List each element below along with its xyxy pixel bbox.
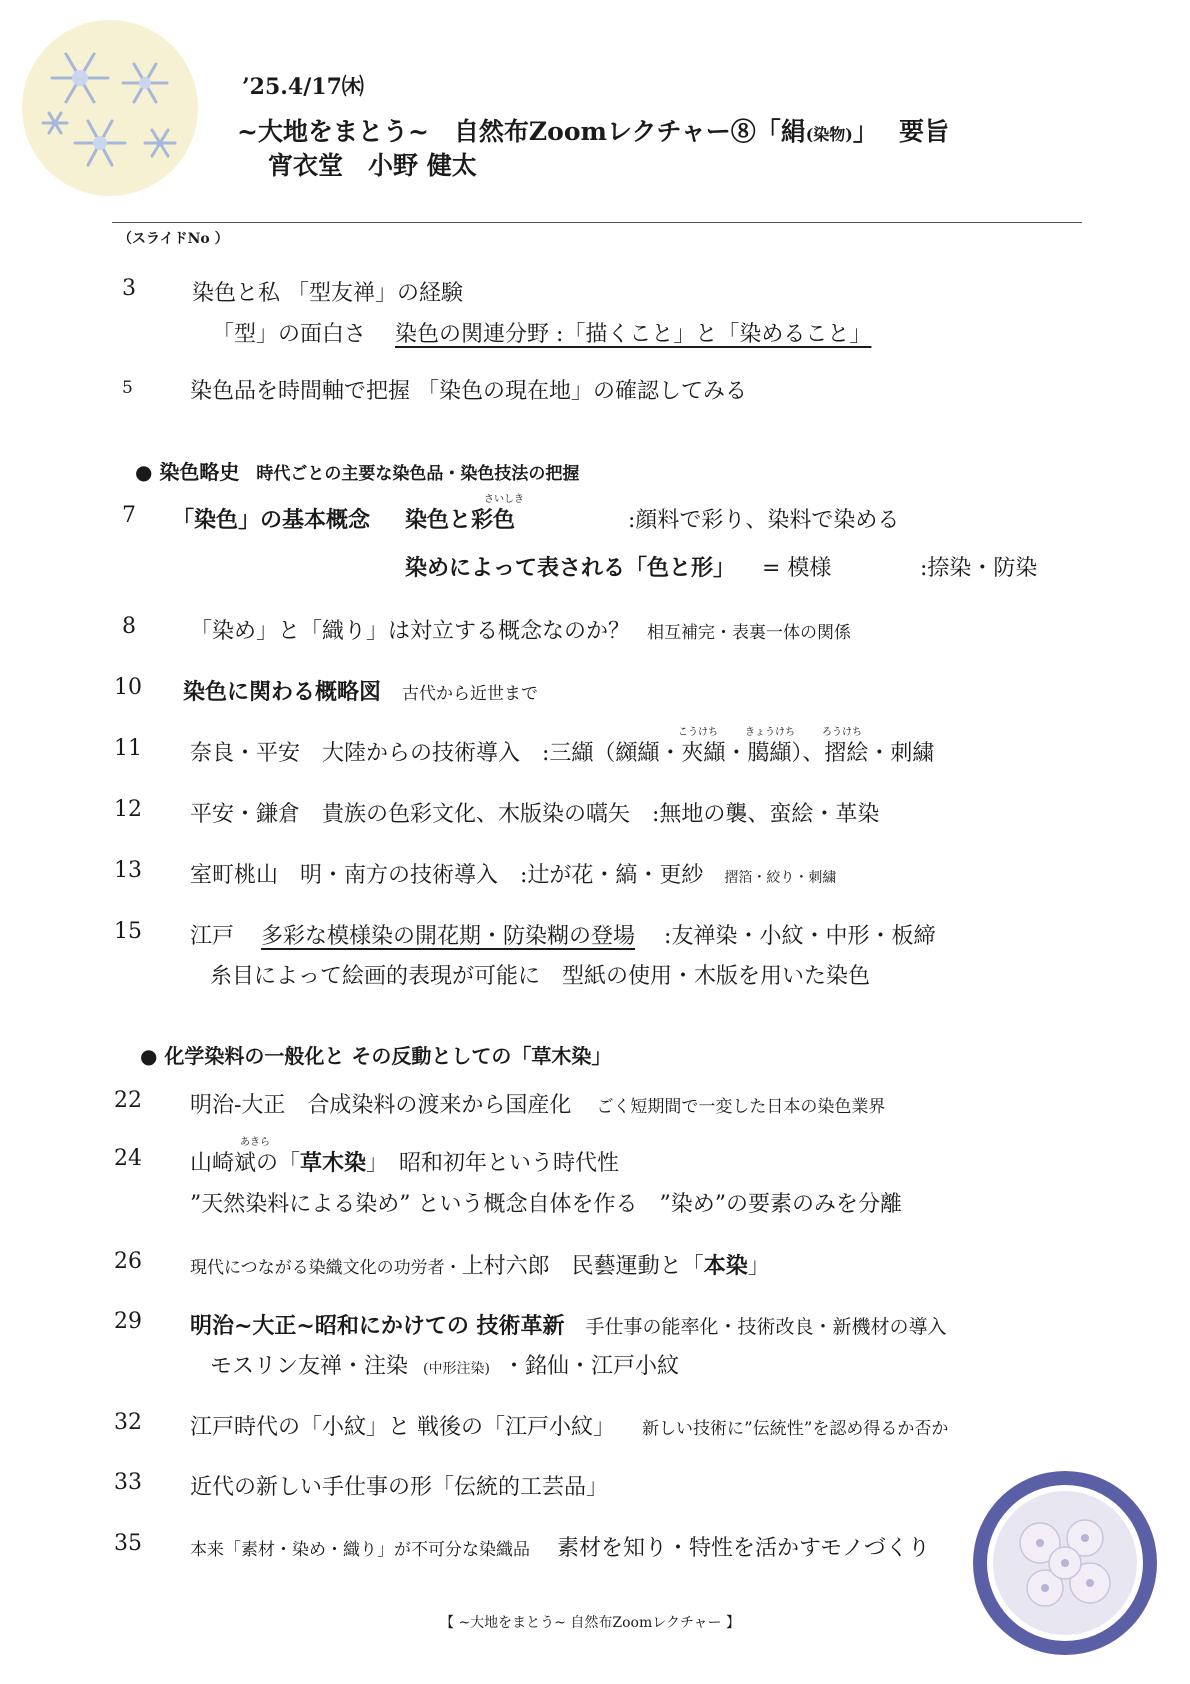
slide-number: 8 [122,614,136,639]
item-line: 奈良・平安 大陸からの技術導入 :三纈（纐纈・夾纈・臈纈）、摺絵・刺繍 [190,741,935,766]
item-line: 染色と彩色 [405,507,516,533]
item-line: :捺染・防染 [920,556,1038,581]
item-line [190,1309,947,1340]
item-text: 相互補完・表裏一体の関係 [647,623,852,643]
item-text: 「型」の面白さ [212,322,367,347]
item-text: 本来「素材・染め・織り」が不可分な染織品 [190,1540,530,1560]
slide-no-label: （スライドNo ） [118,231,229,247]
ruby-text: こうけち [678,727,718,738]
slide-number: 12 [114,797,142,822]
ruby-text: さいしき [484,494,524,505]
item-line [190,1249,770,1280]
item-line [190,614,851,645]
slide-number: 10 [114,675,142,700]
item-text: 江戸 [190,924,235,949]
slide-number: 22 [114,1088,142,1113]
item-line: 「染色」の基本概念 [172,507,371,533]
bullet-icon: ● [135,460,153,484]
item-text: 現代につながる染織文化の功労者・ [190,1258,462,1278]
item-text: 新しい技術に”伝統性”を認め得るか否か [642,1419,949,1439]
slide-number: 29 [114,1309,142,1334]
ruby-text: きょうけち [745,727,795,738]
item-text: 」 [747,1254,770,1279]
item-text-underlined: 多彩な模様染の開花期・防染糊の登場 [261,924,636,949]
item-text: 摺箔・絞り・刺繍 [724,870,837,886]
item-text: 江戸時代の「小紋」と 戦後の「江戸小紋」 [190,1415,615,1440]
item-line: 染色と私 「型友禅」の経験 [192,281,463,306]
item-text: 山崎斌の「 [190,1151,301,1176]
item-line: = 模様 [762,556,832,581]
item-text: 染色に関わる概略図 [183,679,382,705]
item-line [190,858,836,889]
item-line: ”天然染料による染め” という概念自体を作る ”染め”の要素のみを分離 [190,1192,902,1217]
item-line [190,1410,948,1441]
ruby-text: あきら [240,1137,270,1148]
section-heading [135,456,579,485]
item-text: 明治-大正 合成染料の渡来から国産化 [190,1093,572,1118]
slide-number: 3 [122,276,136,301]
slide-number: 13 [114,858,142,883]
slide-number: 7 [122,503,136,528]
page-footer: 【 ~大地をまとう~ 自然布Zoomレクチャー 】 [440,1615,740,1631]
snowflake-ornament-icon [20,18,200,198]
slide-number: 35 [114,1531,142,1556]
ruby-text: ろうけち [822,727,862,738]
item-line [190,1088,885,1119]
header-divider [112,222,1082,223]
item-text: 「染め」と「織り」は対立する概念なのか？ [190,619,631,644]
item-text: (中形注染) [423,1361,490,1377]
item-line [190,919,935,950]
title-small: (染物) [805,125,853,144]
item-text: モスリン友禅・注染 [210,1354,409,1379]
item-text: 上村六郎 民藝運動と「 [461,1254,704,1279]
item-text: 明治~大正~昭和にかけての 技術革新 [190,1313,565,1339]
item-line [190,1531,930,1562]
item-line: 平安・鎌倉 貴族の色彩文化、木版染の嚆矢 :無地の襲、蛮絵・革染 [190,802,880,827]
item-text: 草木染 [300,1150,367,1176]
item-line: 近代の新しい手仕事の形「伝統的工芸品」 [190,1475,609,1500]
slide-number: 15 [114,919,142,944]
section-title: 染色略史 [159,460,240,484]
lecture-date: ’25.4/17㈭ [242,74,364,100]
item-line: :顔料で彩り、染料で染める [628,508,900,533]
item-text: ・銘仙・江戸小紋 [502,1354,679,1379]
item-line [183,675,538,706]
section-subtitle: 時代ごとの主要な染色品・染色技法の把握 [256,464,580,484]
sakura-crest-ornament-icon [970,1468,1160,1658]
slide-number: 33 [114,1470,142,1495]
item-text: 本染 [703,1253,748,1279]
slide-number: 5 [122,378,133,398]
item-line: 染めによって表される「色と形」 [405,555,736,581]
title-close: 」 要旨 [852,117,950,146]
section-heading [140,1040,611,1069]
item-line: 染色品を時間軸で把握 「染色の現在地」の確認してみる [190,379,747,404]
lecture-title [237,112,949,148]
item-text: 」 昭和初年という時代性 [366,1151,620,1176]
slide-number: 32 [114,1410,142,1435]
slide-number: 26 [114,1249,142,1274]
bullet-icon: ● [140,1044,158,1068]
title-main: ~大地をまとう~ 自然布Zoomレクチャー⑧「絹 [237,117,806,146]
lecture-author: 宵衣堂 小野 健太 [268,151,477,180]
item-text-underlined: 染色の関連分野 :「描くこと」と「染めること」 [395,322,872,347]
item-line [190,1146,619,1177]
item-line [210,1349,679,1380]
item-text: 室町桃山 明・南方の技術導入 :辻が花・縞・更紗 [190,863,704,888]
item-text: 手仕事の能率化・技術改良・新機材の導入 [585,1316,947,1338]
item-line: 糸目によって絵画的表現が可能に 型紙の使用・木版を用いた染色 [210,964,871,989]
item-text: ごく短期間で一変した日本の染色業界 [596,1097,886,1117]
section-title: 化学染料の一般化と その反動としての「草木染」 [164,1044,612,1068]
slide-number: 11 [114,736,142,761]
item-text: :友禅染・小紋・中形・板締 [664,924,936,949]
slide-number: 24 [114,1146,142,1171]
item-text: 古代から近世まで [402,684,539,704]
item-line [212,317,871,348]
item-text: 素材を知り・特性を活かすモノづくり [557,1536,930,1561]
